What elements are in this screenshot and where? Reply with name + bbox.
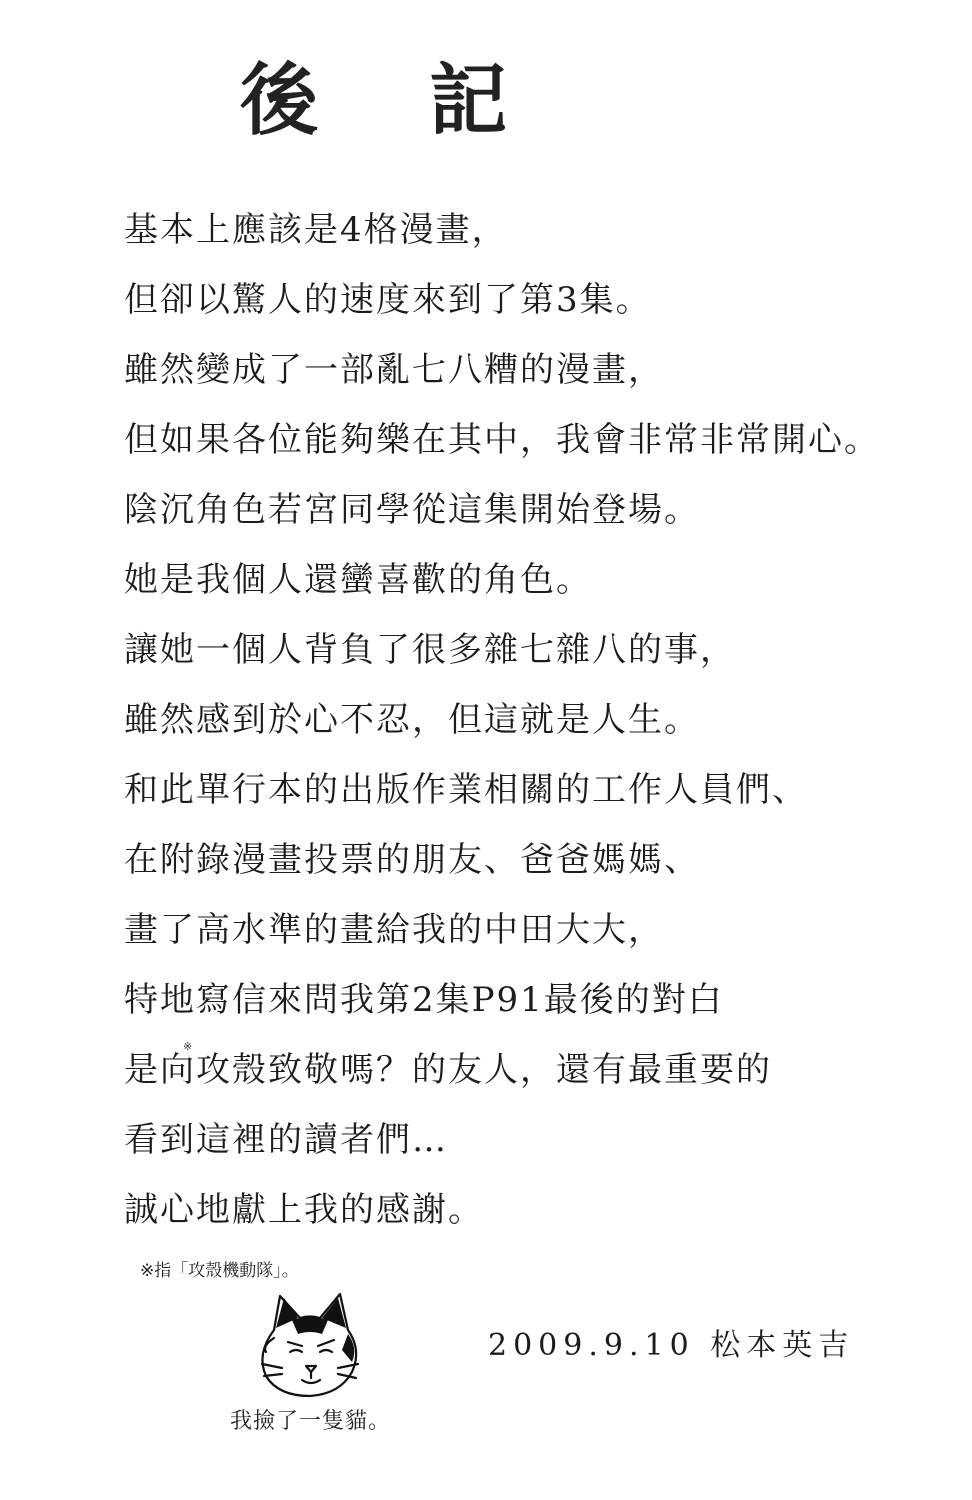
text-line: 在附錄漫畫投票的朋友、爸爸媽媽、 bbox=[124, 840, 700, 880]
text-line: 讓她一個人背負了很多雜七雜八的事， bbox=[124, 630, 736, 670]
text-line: 和此單行本的出版作業相關的工作人員們、 bbox=[124, 770, 808, 810]
text-line: 她是我個人還蠻喜歡的角色。 bbox=[124, 560, 592, 600]
text-line: 雖然感到於心不忍，但這就是人生。 bbox=[124, 700, 700, 740]
text-line: 陰沉角色若宮同學從這集開始登場。 bbox=[124, 490, 700, 530]
text-line: 誠心地獻上我的感謝。 bbox=[124, 1190, 484, 1230]
text-line: 看到這裡的讀者們… bbox=[124, 1120, 448, 1160]
text-line: 但如果各位能夠樂在其中，我會非常非常開心。 bbox=[124, 420, 880, 460]
footnote-marker: ※ bbox=[183, 1040, 193, 1053]
footnote: ※指「攻殼機動隊」。 bbox=[140, 1261, 299, 1281]
page-title: 後 記 bbox=[240, 55, 550, 146]
signature-date: 2009.9.10 松本英吉 bbox=[488, 1328, 855, 1363]
text-line: 但卻以驚人的速度來到了第3集。 bbox=[124, 280, 652, 320]
text-line: 雖然變成了一部亂七八糟的漫畫， bbox=[124, 350, 664, 390]
text-line: 基本上應該是4格漫畫， bbox=[124, 210, 508, 250]
text-line: 是向攻殼致敬嗎？的友人，還有最重要的 bbox=[124, 1050, 772, 1090]
cat-caption: 我撿了一隻貓。 bbox=[230, 1409, 392, 1434]
text-line: 特地寫信來問我第2集P91最後的對白 bbox=[124, 980, 724, 1020]
cat-drawing-icon bbox=[252, 1290, 367, 1400]
text-line: 畫了高水準的畫給我的中田大大， bbox=[124, 910, 664, 950]
